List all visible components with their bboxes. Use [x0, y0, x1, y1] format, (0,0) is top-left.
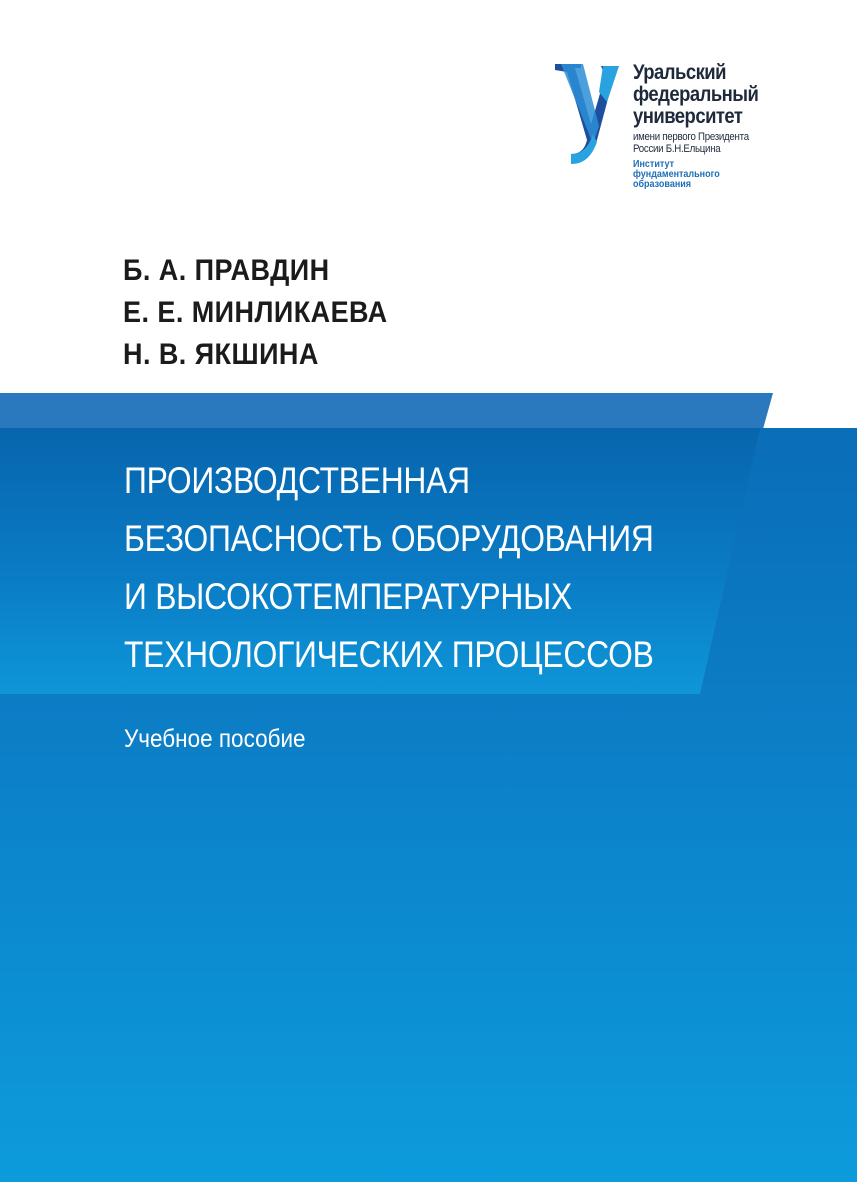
- institute-line: Институт: [633, 159, 675, 170]
- authors-list: [123, 250, 417, 376]
- university-name-line: федеральный: [633, 83, 759, 106]
- university-dedication: [633, 131, 758, 155]
- title-line: ТЕХНОЛОГИЧЕСКИХ ПРОЦЕССОВ: [124, 634, 654, 675]
- title-line: И ВЫСОКОТЕМПЕРАТУРНЫХ: [124, 576, 572, 617]
- book-subtitle: Учебное пособие: [124, 725, 306, 753]
- university-name: [633, 62, 758, 128]
- institute-name: [633, 160, 761, 190]
- university-name-line: Уральский: [633, 61, 726, 84]
- author-name: Е. Е. МИНЛИКАЕВА: [123, 296, 388, 329]
- dedication-line: России Б.Н.Ельцина: [633, 143, 721, 155]
- university-name-line: университет: [633, 105, 743, 128]
- dedication-line: имени первого Президента: [633, 131, 749, 143]
- institute-line: образования: [633, 179, 692, 190]
- author-name: Н. В. ЯКШИНА: [123, 338, 319, 371]
- title-line: БЕЗОПАСНОСТЬ ОБОРУДОВАНИЯ: [124, 518, 654, 559]
- urfu-emblem-icon: [553, 62, 623, 167]
- title-line: ПРОИЗВОДСТВЕННАЯ: [124, 460, 470, 501]
- logo-text: [633, 62, 775, 190]
- book-title: [124, 452, 740, 684]
- institute-line: фундаментального: [633, 169, 720, 180]
- university-logo: [553, 62, 803, 212]
- decorative-stripe: [0, 393, 773, 429]
- author-name: Б. А. ПРАВДИН: [123, 254, 330, 287]
